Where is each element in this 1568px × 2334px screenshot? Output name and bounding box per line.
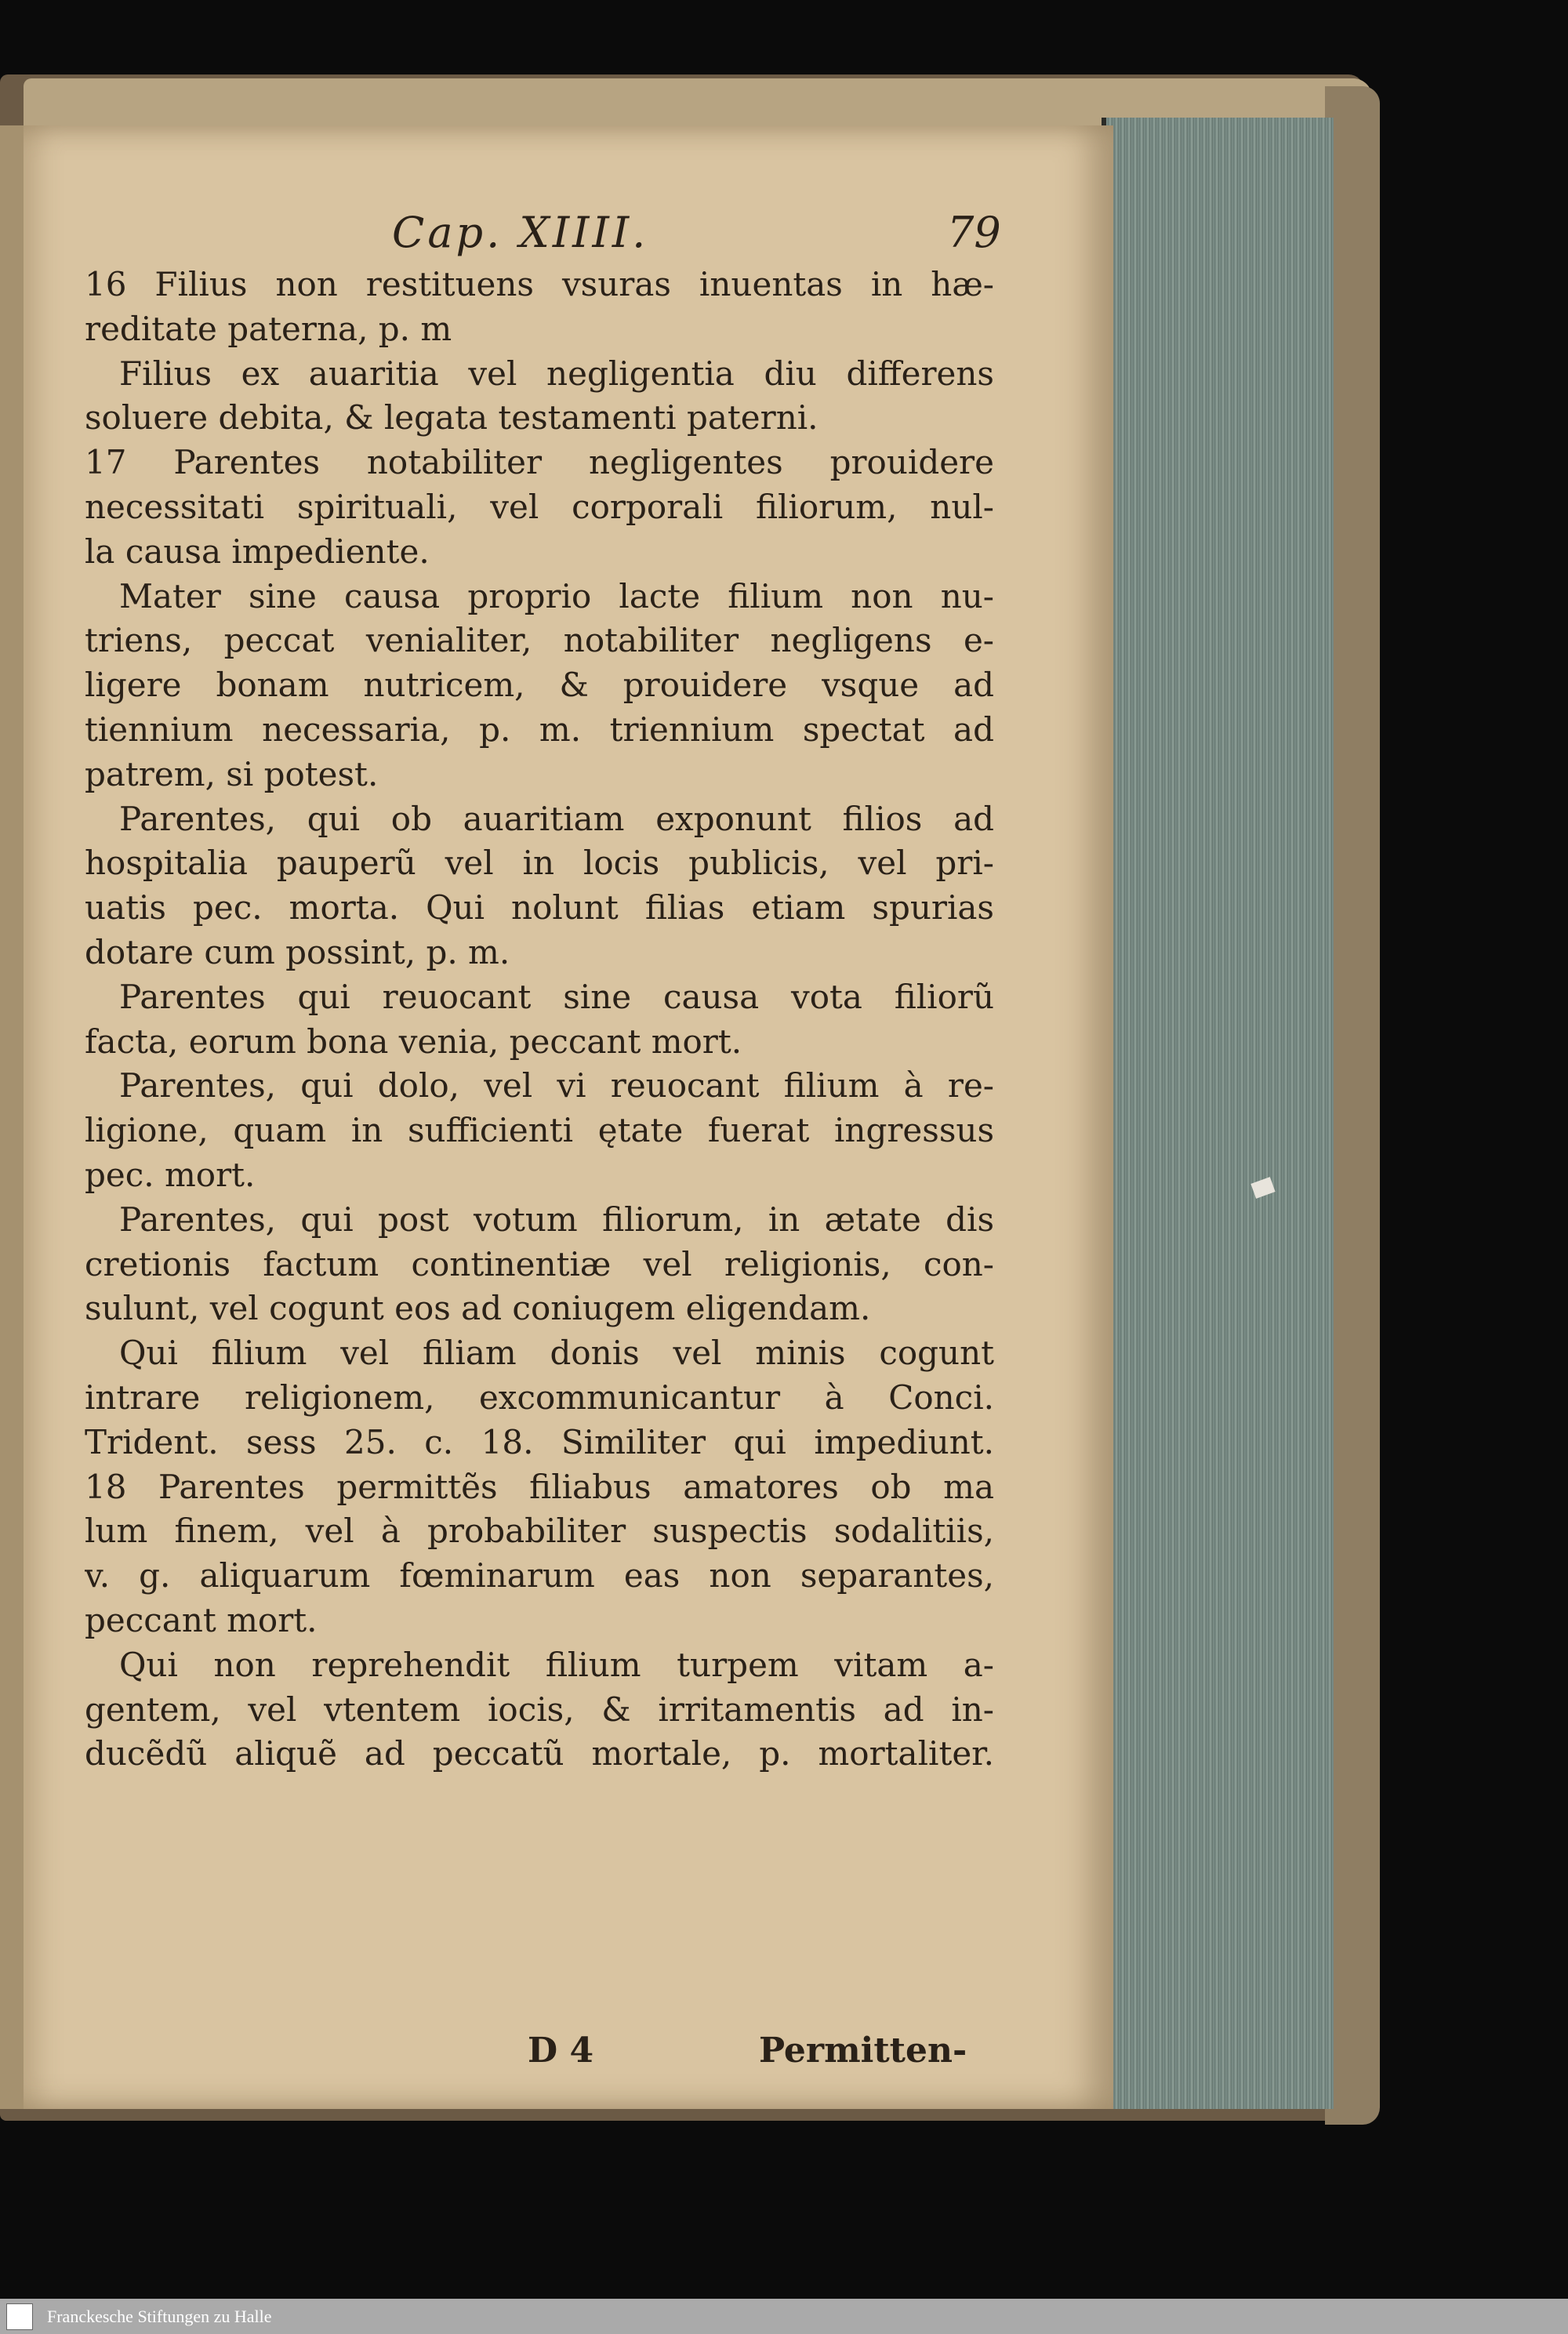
text-line: pec. mort. xyxy=(85,1155,256,1194)
running-header xyxy=(85,208,1001,263)
text-line: lum finem, vel à probabiliter suspectis sodalitiis, xyxy=(85,1512,994,1551)
institution-logo-icon xyxy=(6,2303,33,2330)
text-line: 17 Parentes notabiliter negligentes prouidere xyxy=(85,443,994,482)
page-number: 79 xyxy=(947,208,1001,257)
text-line: intrare religionem, excommunicantur à Conci. xyxy=(85,1378,994,1417)
text-line: gentem, vel vtentem iocis, & irritamentis ad in- xyxy=(85,1690,994,1729)
institution-name: Franckesche Stiftungen zu Halle xyxy=(47,2307,272,2326)
text-line: tiennium necessaria, p. m. triennium spectat ad xyxy=(85,710,994,749)
page-block-edges xyxy=(1102,118,1334,2109)
text-line: Trident. sess 25. c. 18. Similiter qui impediunt. xyxy=(85,1422,994,1461)
page-footer xyxy=(85,2031,994,2078)
page-body xyxy=(85,263,994,1777)
text-line: reditate paterna, p. m xyxy=(85,309,452,348)
text-line: Mater sine causa proprio lacte filium non nu- xyxy=(119,576,994,615)
text-line: Parentes qui reuocant sine causa vota filiorũ xyxy=(119,977,994,1016)
text-line: ligione, quam in sufficienti ętate fuerat ingressus xyxy=(85,1111,994,1150)
text-line: uatis pec. morta. Qui nolunt filias etiam spurias xyxy=(85,888,994,927)
text-line: Parentes, qui ob auaritiam exponunt filios ad xyxy=(119,799,994,838)
text-line: peccant mort. xyxy=(85,1600,318,1639)
text-line: Filius ex auaritia vel negligentia diu differens xyxy=(119,354,994,393)
text-line: triens, peccat venialiter, notabiliter negligens e- xyxy=(85,621,994,660)
text-line: 16 Filius non restituens vsuras inuentas in hæ- xyxy=(85,265,994,303)
text-line: facta, eorum bona venia, peccant mort. xyxy=(85,1022,742,1061)
text-line: Qui filium vel filiam donis vel minis cogunt xyxy=(119,1334,994,1373)
book-page xyxy=(24,125,1113,2109)
text-line: cretionis factum continentiæ vel religionis, con- xyxy=(85,1244,994,1283)
text-line: ligere bonam nutricem, & prouidere vsque ad xyxy=(85,666,994,705)
text-line: la causa impediente. xyxy=(85,532,430,571)
signature-mark: D 4 xyxy=(528,2031,594,2071)
text-line: dotare cum possint, p. m. xyxy=(85,932,510,971)
text-line: necessitati spirituali, vel corporali filiorum, nul- xyxy=(85,487,994,526)
text-line: Qui non reprehendit filium turpem vitam a- xyxy=(119,1645,994,1684)
text-line: v. g. aliquarum fœminarum eas non separantes, xyxy=(85,1556,994,1595)
text-line: patrem, si potest. xyxy=(85,754,379,793)
text-line: Parentes, qui post votum filiorum, in ætate dis xyxy=(119,1200,994,1239)
text-line: 18 Parentes permittẽs filiabus amatores ob ma xyxy=(85,1467,994,1506)
footer-bar xyxy=(0,2299,1568,2334)
text-line: Parentes, qui dolo, vel vi reuocant filium à re- xyxy=(119,1066,994,1105)
text-line: sulunt, vel cogunt eos ad coniugem eligendam. xyxy=(85,1289,871,1328)
text-line: soluere debita, & legata testamenti paterni. xyxy=(85,398,818,437)
text-line: ducẽdũ aliquẽ ad peccatũ mortale, p. mortaliter. xyxy=(85,1734,994,1773)
running-head: Cap. XIIII. xyxy=(392,208,649,257)
catchword: Permitten- xyxy=(759,2031,967,2071)
text-line: hospitalia pauperũ vel in locis publicis, vel pri- xyxy=(85,844,994,883)
